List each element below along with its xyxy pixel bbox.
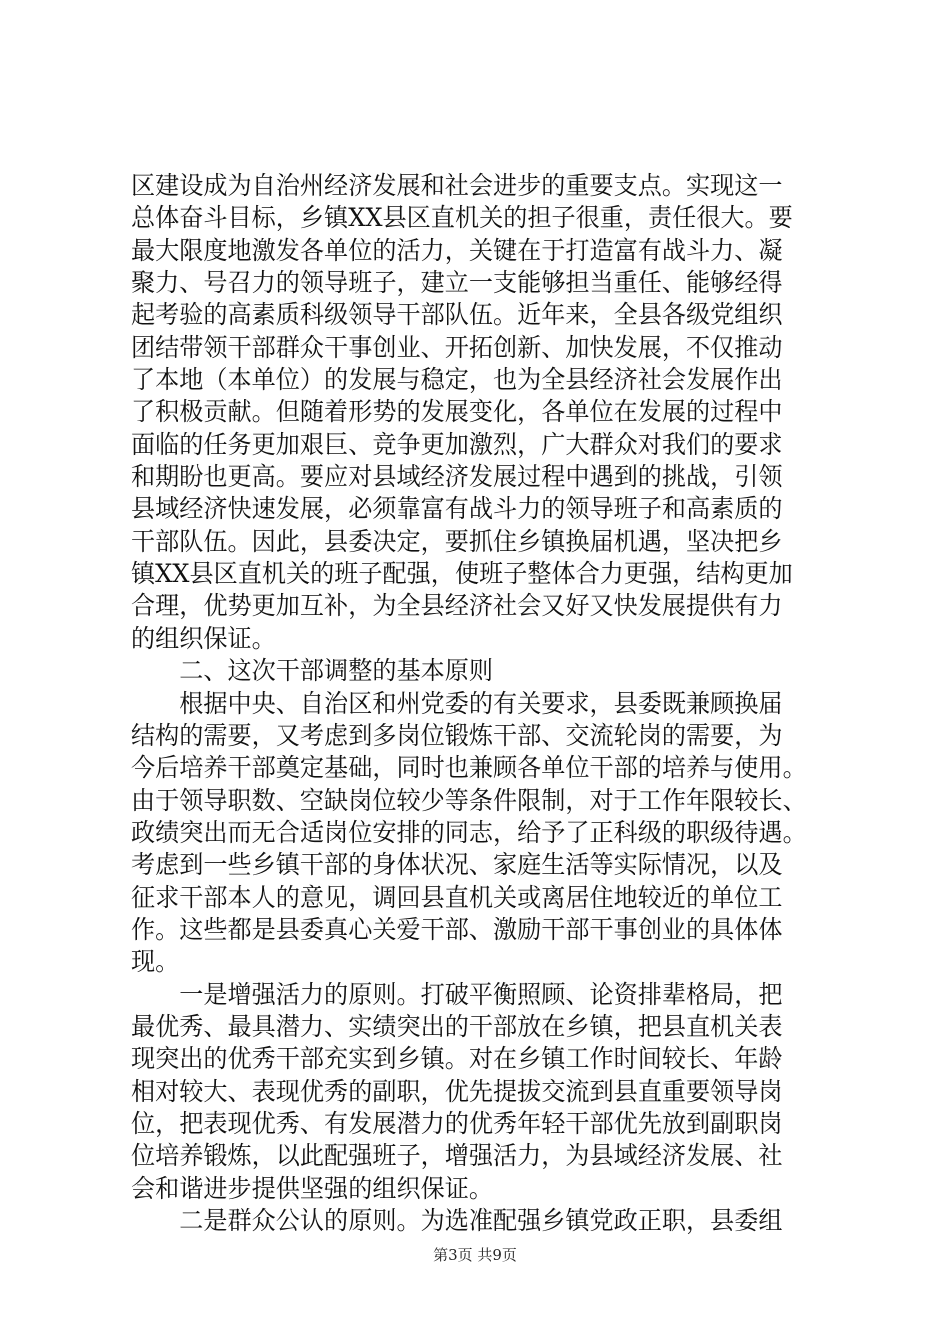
text-line: 起考验的高素质科级领导干部队伍。近年来，全县各级党组织 xyxy=(131,300,783,330)
text-line: 根据中央、自治区和州党委的有关要求，县委既兼顾换届 xyxy=(131,688,783,718)
text-line: 位培养锻炼，以此配强班子，增强活力，为县域经济发展、社 xyxy=(131,1141,783,1171)
text-line: 合理，优势更加互补，为全县经济社会又好又快发展提供有力 xyxy=(131,591,783,621)
text-line: 今后培养干部奠定基础，同时也兼顾各单位干部的培养与使用。 xyxy=(131,753,807,783)
text-line: 二是群众公认的原则。为选准配强乡镇党政正职，县委组 xyxy=(131,1206,783,1235)
text-line: 和期盼也更高。要应对县域经济发展过程中遇到的挑战，引领 xyxy=(131,462,783,492)
text-line: 最大限度地激发各单位的活力，关键在于打造富有战斗力、凝 xyxy=(131,235,783,265)
text-line: 二、这次干部调整的基本原则 xyxy=(131,656,493,686)
text-line: 了积极贡献。但随着形势的发展变化，各单位在发展的过程中 xyxy=(131,397,783,427)
text-line: 最优秀、最具潜力、实绩突出的干部放在乡镇，把县直机关表 xyxy=(131,1011,783,1041)
text-line: 总体奋斗目标，乡镇XX县区直机关的担子很重，责任很大。要 xyxy=(131,203,793,233)
text-line: 县域经济快速发展，必须靠富有战斗力的领导班子和高素质的 xyxy=(131,494,783,524)
text-line: 一是增强活力的原则。打破平衡照顾、论资排辈格局，把 xyxy=(131,979,783,1009)
text-line: 征求干部本人的意见，调回县直机关或离居住地较近的单位工 xyxy=(131,882,783,912)
text-line: 考虑到一些乡镇干部的身体状况、家庭生活等实际情况，以及 xyxy=(131,850,783,880)
text-line: 团结带领干部群众干事创业、开拓创新、加快发展，不仅推动 xyxy=(131,332,783,362)
text-line: 位，把表现优秀、有发展潜力的优秀年轻干部优先放到副职岗 xyxy=(131,1108,783,1138)
text-line: 干部队伍。因此，县委决定，要抓住乡镇换届机遇，坚决把乡 xyxy=(131,526,783,556)
text-line: 面临的任务更加艰巨、竞争更加激烈，广大群众对我们的要求 xyxy=(131,429,783,459)
text-line: 作。这些都是县委真心关爱干部、激励干部干事创业的具体体 xyxy=(131,914,783,944)
text-line: 的组织保证。 xyxy=(131,623,276,653)
text-line: 聚力、号召力的领导班子，建立一支能够担当重任、能够经得 xyxy=(131,268,783,298)
text-line: 相对较大、表现优秀的副职，优先提拔交流到县直重要领导岗 xyxy=(131,1076,783,1106)
text-line: 政绩突出而无合适岗位安排的同志，给予了正科级的职级待遇。 xyxy=(131,817,807,847)
text-line: 由于领导职数、空缺岗位较少等条件限制，对于工作年限较长、 xyxy=(131,785,807,815)
text-line: 结构的需要，又考虑到多岗位锻炼干部、交流轮岗的需要，为 xyxy=(131,720,783,750)
text-line: 现突出的优秀干部充实到乡镇。对在乡镇工作时间较长、年龄 xyxy=(131,1044,783,1074)
text-line: 了本地（本单位）的发展与稳定，也为全县经济社会发展作出 xyxy=(131,365,783,395)
document-body xyxy=(131,170,851,1237)
text-line: 区建设成为自治州经济发展和社会进步的重要支点。实现这一 xyxy=(131,171,783,200)
text-line: 镇XX县区直机关的班子配强，使班子整体合力更强，结构更加 xyxy=(131,559,793,589)
text-line: 会和谐进步提供坚强的组织保证。 xyxy=(131,1173,493,1203)
page-footer: 第3页 共9页 xyxy=(433,1246,517,1264)
text-line: 现。 xyxy=(131,947,180,977)
